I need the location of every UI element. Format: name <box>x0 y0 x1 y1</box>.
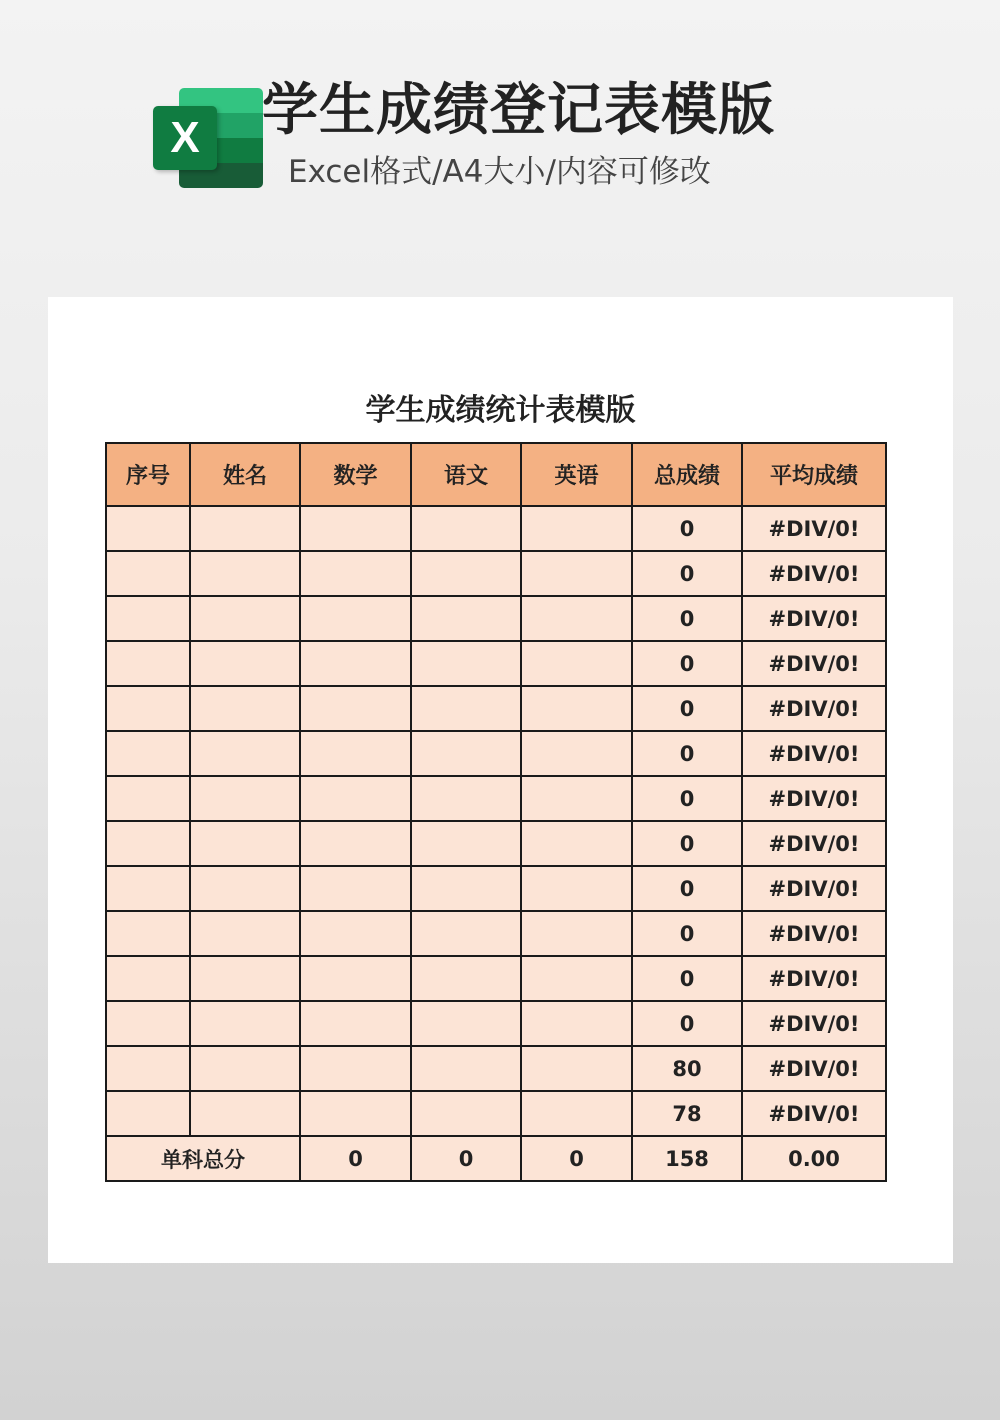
cell-chinese[interactable] <box>411 686 521 731</box>
cell-total[interactable]: 0 <box>632 686 742 731</box>
cell-average[interactable]: #DIV/0! <box>742 956 886 1001</box>
cell-name[interactable] <box>190 1001 300 1046</box>
cell-english[interactable] <box>521 911 632 956</box>
table-row <box>106 596 886 641</box>
summary-english: 0 <box>521 1136 632 1181</box>
cell-math[interactable] <box>300 776 411 821</box>
cell-english[interactable] <box>521 821 632 866</box>
cell-chinese[interactable] <box>411 1091 521 1136</box>
sheet-title: 学生成绩统计表模版 <box>365 393 636 428</box>
table-row <box>106 776 886 821</box>
cell-total[interactable]: 0 <box>632 776 742 821</box>
cell-average[interactable]: #DIV/0! <box>742 821 886 866</box>
summary-math: 0 <box>300 1136 411 1181</box>
cell-math[interactable] <box>300 866 411 911</box>
cell-chinese[interactable] <box>411 731 521 776</box>
cell-math[interactable] <box>300 596 411 641</box>
cell-index[interactable] <box>106 911 190 956</box>
cell-name[interactable] <box>190 731 300 776</box>
cell-average[interactable]: #DIV/0! <box>742 1091 886 1136</box>
cell-average[interactable]: #DIV/0! <box>742 506 886 551</box>
summary-average: 0.00 <box>742 1136 886 1181</box>
cell-average[interactable]: #DIV/0! <box>742 911 886 956</box>
table-row <box>106 821 886 866</box>
table-row <box>106 1001 886 1046</box>
table-row <box>106 956 886 1001</box>
cell-chinese[interactable] <box>411 866 521 911</box>
cell-english[interactable] <box>521 1091 632 1136</box>
banner-title: 学生成绩登记表模版 <box>262 78 775 143</box>
cell-total[interactable]: 0 <box>632 911 742 956</box>
cell-chinese[interactable] <box>411 1001 521 1046</box>
cell-english[interactable] <box>521 686 632 731</box>
summary-row <box>106 1136 886 1181</box>
cell-average[interactable]: #DIV/0! <box>742 866 886 911</box>
cell-average[interactable]: #DIV/0! <box>742 641 886 686</box>
cell-name[interactable] <box>190 821 300 866</box>
cell-index[interactable] <box>106 506 190 551</box>
cell-index[interactable] <box>106 731 190 776</box>
cell-english[interactable] <box>521 776 632 821</box>
cell-chinese[interactable] <box>411 821 521 866</box>
cell-math[interactable] <box>300 731 411 776</box>
header-average: 平均成绩 <box>742 443 886 506</box>
cell-english[interactable] <box>521 506 632 551</box>
cell-english[interactable] <box>521 956 632 1001</box>
cell-total[interactable]: 0 <box>632 731 742 776</box>
cell-average[interactable]: #DIV/0! <box>742 686 886 731</box>
summary-total: 158 <box>632 1136 742 1181</box>
table-row <box>106 551 886 596</box>
cell-average[interactable]: #DIV/0! <box>742 596 886 641</box>
cell-english[interactable] <box>521 731 632 776</box>
cell-index[interactable] <box>106 1001 190 1046</box>
cell-total[interactable]: 0 <box>632 866 742 911</box>
cell-index[interactable] <box>106 596 190 641</box>
spreadsheet-preview <box>48 297 953 1263</box>
cell-name[interactable] <box>190 911 300 956</box>
cell-total[interactable]: 0 <box>632 956 742 1001</box>
cell-english[interactable] <box>521 551 632 596</box>
header-chinese: 语文 <box>411 443 521 506</box>
cell-name[interactable] <box>190 596 300 641</box>
cell-index[interactable] <box>106 1046 190 1091</box>
cell-name[interactable] <box>190 776 300 821</box>
cell-index[interactable] <box>106 641 190 686</box>
banner-subtitle: Excel格式/A4大小/内容可修改 <box>288 154 711 190</box>
header-index: 序号 <box>106 443 190 506</box>
table-row <box>106 506 886 551</box>
cell-english[interactable] <box>521 866 632 911</box>
cell-english[interactable] <box>521 641 632 686</box>
cell-index[interactable] <box>106 821 190 866</box>
score-table <box>105 442 887 1182</box>
cell-math[interactable] <box>300 1001 411 1046</box>
cell-math[interactable] <box>300 821 411 866</box>
table-row <box>106 911 886 956</box>
cell-math[interactable] <box>300 641 411 686</box>
header-total: 总成绩 <box>632 443 742 506</box>
cell-chinese[interactable] <box>411 1046 521 1091</box>
summary-label: 单科总分 <box>106 1136 300 1181</box>
header-row <box>106 443 886 506</box>
cell-name[interactable] <box>190 956 300 1001</box>
cell-chinese[interactable] <box>411 596 521 641</box>
cell-chinese[interactable] <box>411 506 521 551</box>
cell-average[interactable]: #DIV/0! <box>742 1046 886 1091</box>
table-row <box>106 866 886 911</box>
cell-total[interactable]: 0 <box>632 506 742 551</box>
header-english: 英语 <box>521 443 632 506</box>
cell-index[interactable] <box>106 776 190 821</box>
cell-average[interactable]: #DIV/0! <box>742 776 886 821</box>
cell-total[interactable]: 0 <box>632 821 742 866</box>
cell-math[interactable] <box>300 1091 411 1136</box>
cell-index[interactable] <box>106 551 190 596</box>
cell-average[interactable]: #DIV/0! <box>742 551 886 596</box>
cell-math[interactable] <box>300 956 411 1001</box>
cell-name[interactable] <box>190 506 300 551</box>
cell-name[interactable] <box>190 1046 300 1091</box>
summary-chinese: 0 <box>411 1136 521 1181</box>
cell-name[interactable] <box>190 866 300 911</box>
cell-total[interactable]: 0 <box>632 596 742 641</box>
cell-chinese[interactable] <box>411 776 521 821</box>
cell-english[interactable] <box>521 1046 632 1091</box>
cell-total[interactable]: 0 <box>632 551 742 596</box>
cell-chinese[interactable] <box>411 956 521 1001</box>
table-row <box>106 641 886 686</box>
header-name: 姓名 <box>190 443 300 506</box>
cell-chinese[interactable] <box>411 551 521 596</box>
cell-math[interactable] <box>300 686 411 731</box>
cell-math[interactable] <box>300 551 411 596</box>
cell-math[interactable] <box>300 911 411 956</box>
cell-total[interactable]: 0 <box>632 1001 742 1046</box>
excel-logo-icon <box>153 88 263 188</box>
header-math: 数学 <box>300 443 411 506</box>
cell-name[interactable] <box>190 686 300 731</box>
cell-total[interactable]: 80 <box>632 1046 742 1091</box>
cell-average[interactable]: #DIV/0! <box>742 731 886 776</box>
cell-math[interactable] <box>300 506 411 551</box>
cell-name[interactable] <box>190 551 300 596</box>
cell-name[interactable] <box>190 641 300 686</box>
cell-index[interactable] <box>106 956 190 1001</box>
cell-name[interactable] <box>190 1091 300 1136</box>
cell-chinese[interactable] <box>411 641 521 686</box>
cell-english[interactable] <box>521 1001 632 1046</box>
table-row <box>106 731 886 776</box>
cell-index[interactable] <box>106 866 190 911</box>
table-row <box>106 686 886 731</box>
cell-total[interactable]: 78 <box>632 1091 742 1136</box>
cell-total[interactable]: 0 <box>632 641 742 686</box>
table-row <box>106 1091 886 1136</box>
cell-chinese[interactable] <box>411 911 521 956</box>
cell-index[interactable] <box>106 1091 190 1136</box>
logo-letter: X <box>153 106 217 170</box>
cell-index[interactable] <box>106 686 190 731</box>
cell-english[interactable] <box>521 596 632 641</box>
banner <box>0 0 1000 230</box>
table-row <box>106 1046 886 1091</box>
cell-math[interactable] <box>300 1046 411 1091</box>
cell-average[interactable]: #DIV/0! <box>742 1001 886 1046</box>
